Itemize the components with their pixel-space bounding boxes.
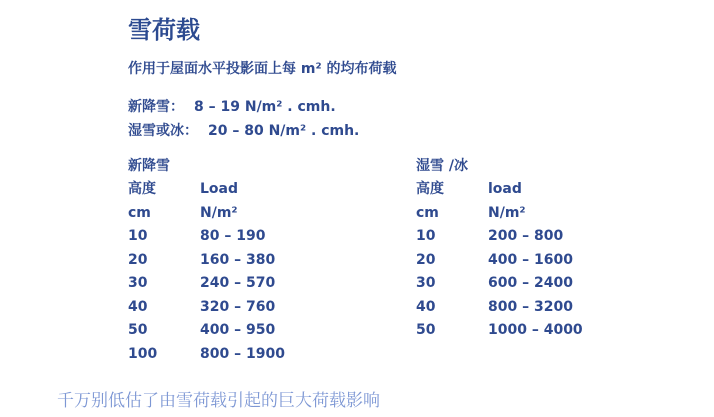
cell-height: 20 — [128, 251, 148, 268]
header-load: Load — [200, 181, 239, 197]
cell-load: 200 – 800 — [488, 228, 564, 244]
range-label: 新降雪： — [128, 99, 184, 115]
load-ranges — [128, 95, 359, 143]
table-row — [416, 249, 583, 273]
header-load: load — [488, 181, 522, 197]
page-subtitle: 作用于屋面水平投影面上每 m² 的均布荷载 — [128, 61, 397, 77]
range-label: 湿雪或冰： — [128, 123, 198, 139]
page-title: 雪荷载 — [128, 15, 200, 44]
range-value: 20 – 80 N/m² . cmh. — [208, 123, 360, 139]
table-row — [416, 296, 583, 320]
table-row — [128, 272, 285, 296]
cell-load: 240 – 570 — [200, 275, 276, 291]
cell-load: 800 – 3200 — [488, 298, 573, 315]
cell-height: 10 — [416, 228, 436, 244]
cell-height: 100 — [128, 345, 158, 362]
header-height: 高度 — [128, 181, 156, 197]
cell-load: 320 – 760 — [200, 298, 276, 315]
cell-load: 800 – 1900 — [200, 345, 285, 362]
footer-warning: 千万别低估了由雪荷载引起的巨大荷载影响 — [57, 391, 380, 411]
table-row — [416, 225, 583, 249]
table-row — [128, 343, 285, 367]
range-row-fresh — [128, 95, 359, 119]
unit-height: cm — [416, 204, 439, 221]
table-units-row — [128, 202, 285, 226]
range-row-wet — [128, 119, 359, 143]
cell-load: 400 – 950 — [200, 322, 276, 338]
cell-height: 40 — [128, 298, 148, 315]
cell-height: 50 — [416, 322, 436, 338]
table-header-row — [416, 178, 583, 202]
table-row — [416, 272, 583, 296]
fresh-snow-table — [128, 154, 285, 366]
unit-load: N/m² — [200, 204, 238, 221]
table-row — [128, 225, 285, 249]
cell-height: 30 — [416, 275, 436, 291]
table-title: 湿雪 /冰 — [416, 158, 468, 174]
unit-height: cm — [128, 204, 151, 221]
table-header-row — [128, 178, 285, 202]
cell-height: 40 — [416, 298, 436, 315]
table-row — [416, 319, 583, 343]
cell-load: 1000 – 4000 — [488, 322, 583, 338]
table-title: 新降雪 — [128, 158, 170, 174]
header-height: 高度 — [416, 181, 444, 197]
unit-load: N/m² — [488, 204, 526, 221]
table-row — [128, 319, 285, 343]
cell-load: 600 – 2400 — [488, 275, 573, 291]
wet-snow-ice-table — [416, 154, 583, 343]
range-value: 8 – 19 N/m² . cmh. — [194, 99, 336, 115]
cell-load: 160 – 380 — [200, 251, 276, 268]
cell-height: 30 — [128, 275, 148, 291]
cell-height: 10 — [128, 228, 148, 244]
cell-load: 400 – 1600 — [488, 251, 573, 268]
cell-height: 20 — [416, 251, 436, 268]
table-row — [128, 296, 285, 320]
cell-load: 80 – 190 — [200, 228, 266, 244]
cell-height: 50 — [128, 322, 148, 338]
table-row — [128, 249, 285, 273]
table-units-row — [416, 202, 583, 226]
